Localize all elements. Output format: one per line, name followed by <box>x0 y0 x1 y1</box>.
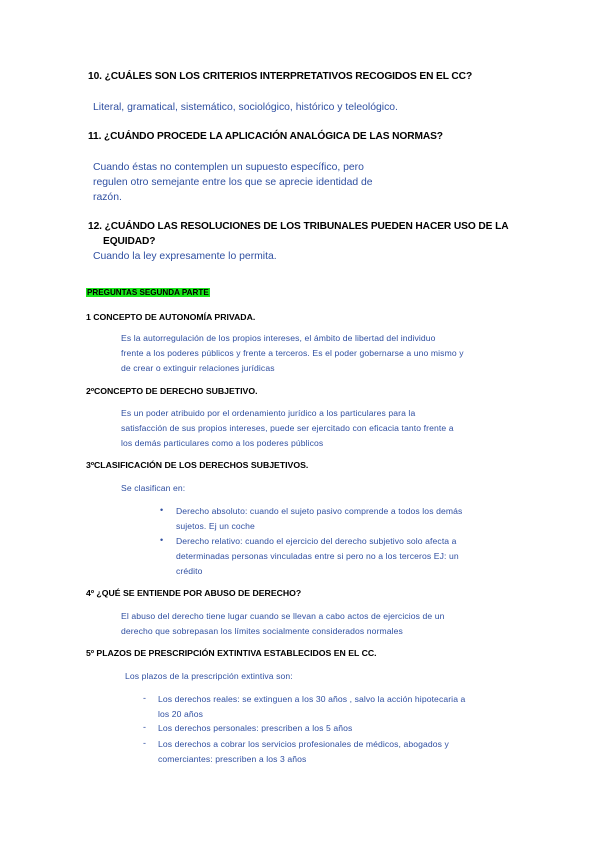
dash-icon: - <box>143 693 146 703</box>
answer-10: Literal, gramatical, sistemático, sociológico, histórico y teleológico. <box>93 102 398 113</box>
text-3-intro: Se clasifican en: <box>121 483 186 493</box>
dash-icon: - <box>143 738 146 748</box>
text-4-line-2: derecho que sobrepasan los límites socialmente considerados normales <box>121 626 403 636</box>
text-1-line-2: frente a los poderes públicos y frente a terceros. Es el poder gobernarse a uno mismo y <box>121 348 464 358</box>
heading-5: 5º PLAZOS DE PRESCRIPCIÓN EXTINTIVA ESTABLECIDOS EN EL CC. <box>86 648 377 658</box>
text-1-line-3: de crear o extinguir relaciones jurídicas <box>121 363 275 373</box>
answer-11-line-3: razón. <box>93 192 122 203</box>
dash-icon: - <box>143 722 146 732</box>
text-2-line-3: los demás particulares como a los poderes públicos <box>121 438 324 448</box>
list-item-5-1-line-1: Los derechos reales: se extinguen a los 30 años , salvo la acción hipotecaria a <box>158 694 466 704</box>
list-item-3-2-line-3: crédito <box>176 566 203 576</box>
question-10: 10. ¿CUÁLES SON LOS CRITERIOS INTERPRETATIVOS RECOGIDOS EN EL CC? <box>88 71 473 82</box>
answer-12: Cuando la ley expresamente lo permita. <box>93 251 277 262</box>
list-item-5-2-line-1: Los derechos personales: prescriben a los 5 años <box>158 723 353 733</box>
heading-1: 1 CONCEPTO DE AUTONOMÍA PRIVADA. <box>86 312 256 322</box>
question-11: 11. ¿CUÁNDO PROCEDE LA APLICACIÓN ANALÓGICA DE LAS NORMAS? <box>88 131 443 142</box>
question-12-line-2: EQUIDAD? <box>103 236 156 247</box>
list-item-3-2-line-2: determinadas personas vinculadas entre si pero no a los terceros EJ: un <box>176 551 459 561</box>
text-2-line-1: Es un poder atribuido por el ordenamiento jurídico a los particulares para la <box>121 408 416 418</box>
question-12-line-1: 12. ¿CUÁNDO LAS RESOLUCIONES DE LOS TRIBUNALES PUEDEN HACER USO DE LA <box>88 221 509 232</box>
heading-2: 2ºCONCEPTO DE DERECHO SUBJETIVO. <box>86 386 258 396</box>
heading-4: 4º ¿QUÉ SE ENTIENDE POR ABUSO DE DERECHO? <box>86 588 302 598</box>
bullet-icon: • <box>160 505 164 515</box>
text-5-intro: Los plazos de la prescripción extintiva son: <box>125 671 293 681</box>
bullet-icon: • <box>160 535 164 545</box>
list-item-5-3-line-1: Los derechos a cobrar los servicios profesionales de médicos, abogados y <box>158 739 449 749</box>
list-item-3-1-line-2: sujetos. Ej un coche <box>176 521 255 531</box>
answer-11-line-1: Cuando éstas no contemplen un supuesto específico, pero <box>93 162 364 173</box>
list-item-3-1-line-1: Derecho absoluto: cuando el sujeto pasivo comprende a todos los demás <box>176 506 463 516</box>
text-1-line-1: Es la autorregulación de los propios intereses, el ámbito de libertad del individuo <box>121 333 436 343</box>
list-item-3-2-line-1: Derecho relativo: cuando el ejercicio del derecho subjetivo solo afecta a <box>176 536 457 546</box>
section-label: PREGUNTAS SEGUNDA PARTE <box>87 288 209 297</box>
text-2-line-2: satisfacción de sus propios intereses, puede ser ejercitado con eficacia tanto frente a <box>121 423 454 433</box>
list-item-5-3-line-2: comerciantes: prescriben a los 3 años <box>158 754 307 764</box>
heading-3: 3ºCLASIFICACIÓN DE LOS DERECHOS SUBJETIVOS. <box>86 460 309 470</box>
answer-11-line-2: regulen otro semejante entre los que se aprecie identidad de <box>93 177 373 188</box>
list-item-5-1-line-2: los 20 años <box>158 709 204 719</box>
text-4-line-1: El abuso del derecho tiene lugar cuando se llevan a cabo actos de ejercicios de un <box>121 611 445 621</box>
